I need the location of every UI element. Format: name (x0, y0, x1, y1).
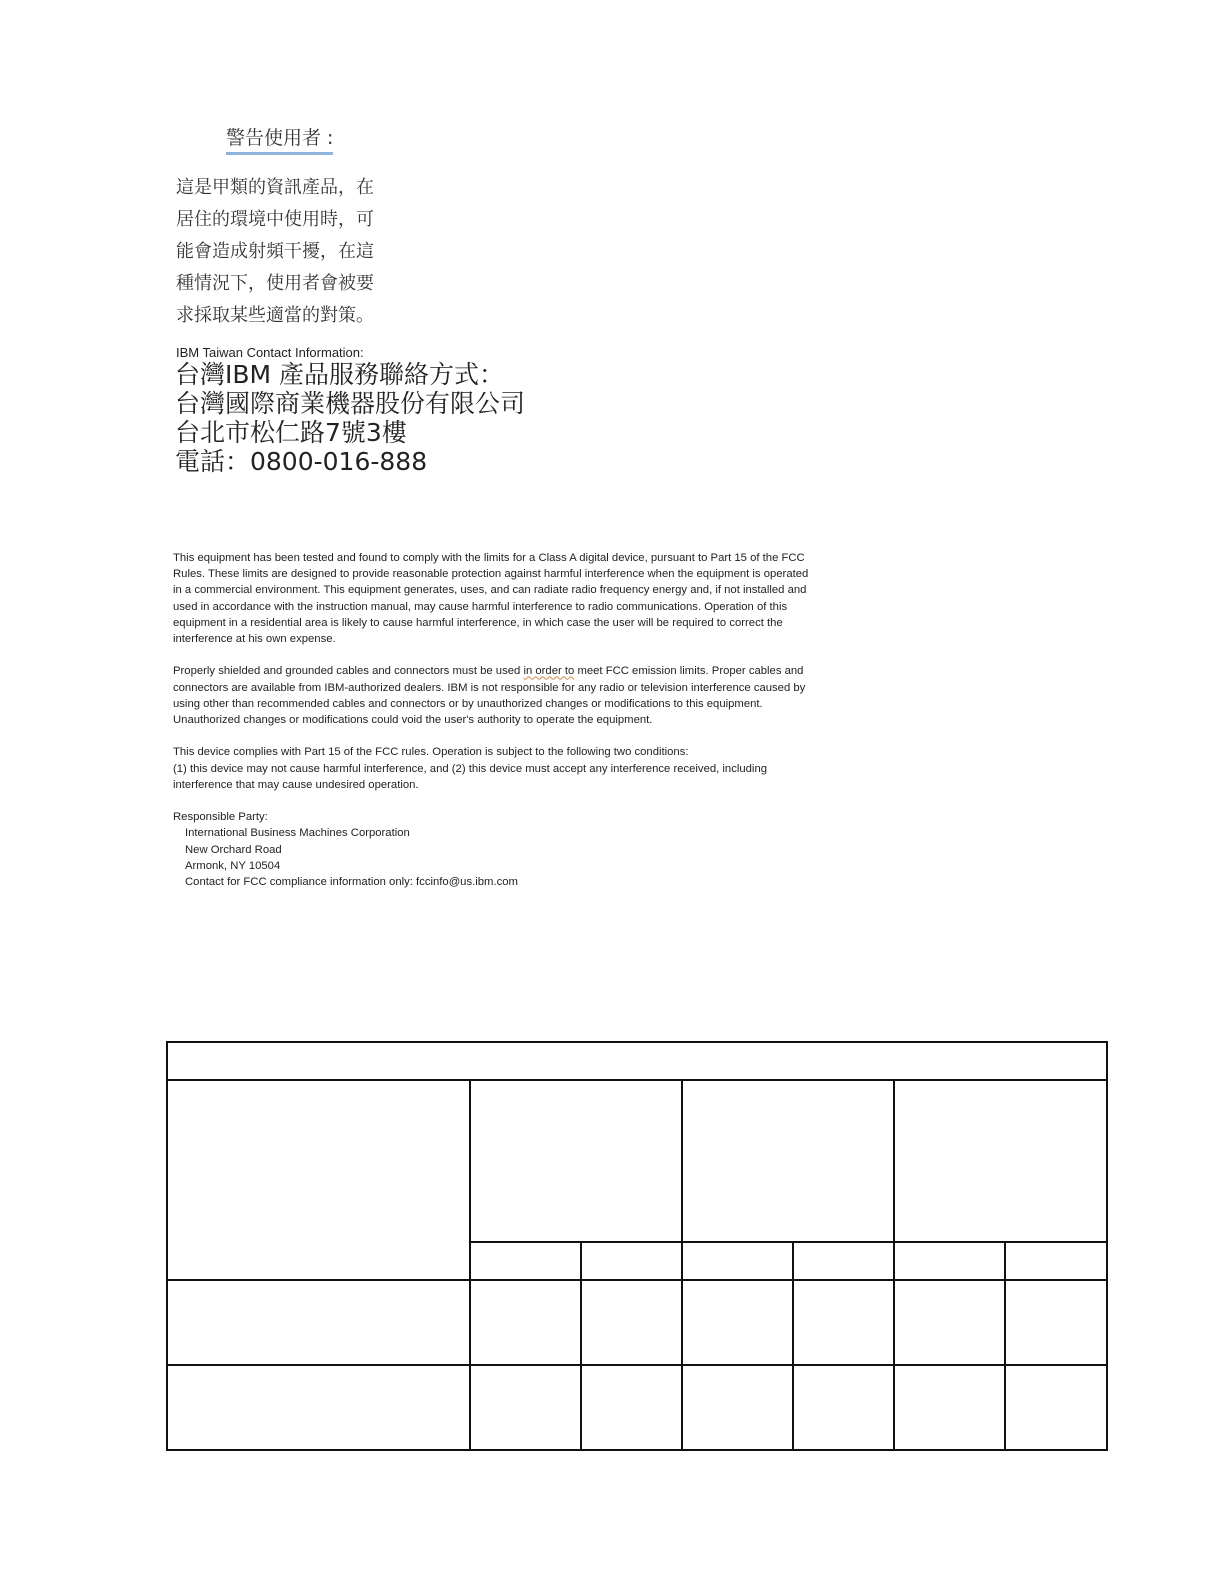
table-cell (470, 1365, 581, 1450)
table-cell (167, 1042, 1107, 1080)
table-header-row (167, 1042, 1107, 1080)
table-cell (894, 1080, 1107, 1242)
responsible-party-line: International Business Machines Corporation (185, 827, 410, 840)
responsible-party (173, 809, 813, 890)
table-cell (793, 1242, 894, 1280)
warning-line: 求採取某些適當的對策。 (176, 305, 374, 326)
contact-block (175, 360, 525, 476)
responsible-party-line: Armonk, NY 10504 (185, 859, 281, 872)
fcc-statement (173, 550, 813, 890)
warning-line: 這是甲類的資訊產品，在 (176, 177, 374, 198)
contact-line: 台灣國際商業機器股份有限公司 (175, 389, 526, 418)
fcc-paragraph-3-line-1: This device complies with Part 15 of the FCC rules. Operation is subject to the following two conditions: (173, 746, 689, 759)
table-row (167, 1280, 1107, 1365)
warning-line: 種情況下，使用者會被要 (176, 273, 374, 294)
table-cell (1005, 1365, 1107, 1450)
table-cell (894, 1280, 1005, 1365)
table-cell (682, 1080, 894, 1242)
table-cell (793, 1280, 894, 1365)
table-cell (1005, 1280, 1107, 1365)
warning-line: 能會造成射頻干擾，在這 (176, 241, 374, 262)
table-cell (682, 1242, 793, 1280)
table-cell (894, 1365, 1005, 1450)
table-cell (470, 1280, 581, 1365)
table-cell (581, 1365, 682, 1450)
table-cell (894, 1242, 1005, 1280)
warning-body (176, 172, 416, 332)
fcc-paragraph-3-line-2: (1) this device may not cause harmful interference, and (2) this device must accept any interference received, including interference that may cause undesired operation. (173, 762, 768, 791)
fcc-paragraph-3 (173, 744, 813, 793)
table-row (167, 1365, 1107, 1450)
fcc-paragraph-2-start: Properly shielded and grounded cables and connectors must be used (173, 665, 524, 678)
table-cell (167, 1365, 470, 1450)
fcc-paragraph-2-end: meet FCC emission limits. Proper cables and connectors are available from IBM-authorized dealers. IBM is not responsible for any radio or television interference caused by using other than recommended cables and connectors or by unauthorized changes or modifications to this equipment. Unauthorized changes or modifications could void the user's authority to operate the equipment. (173, 665, 806, 727)
table-cell (793, 1365, 894, 1450)
contact-line: 台灣IBM 產品服務聯絡方式： (175, 360, 505, 389)
fcc-paragraph-2 (173, 663, 813, 728)
empty-grid-table (166, 1041, 1108, 1451)
spellcheck-marked-text: in order to (523, 665, 575, 678)
warning-title: 警告使用者 : (226, 126, 333, 155)
table-row (167, 1080, 1107, 1242)
contact-line: 台北市松仁路7號3樓 (175, 418, 407, 447)
responsible-party-label: Responsible Party: (173, 811, 268, 824)
table-cell (470, 1242, 581, 1280)
contact-line: 電話：0800-016-888 (175, 447, 428, 476)
contact-heading: IBM Taiwan Contact Information: (176, 345, 364, 360)
table-cell (682, 1280, 793, 1365)
table-cell (1005, 1242, 1107, 1280)
table-cell (682, 1365, 793, 1450)
responsible-party-line: New Orchard Road (185, 843, 282, 856)
warning-line: 居住的環境中使用時，可 (176, 209, 374, 230)
table-cell (167, 1280, 470, 1365)
table-cell (581, 1280, 682, 1365)
table-cell (470, 1080, 682, 1242)
table-cell (581, 1242, 682, 1280)
table-cell (167, 1080, 470, 1280)
responsible-party-line: Contact for FCC compliance information only: fccinfo@us.ibm.com (185, 876, 518, 889)
fcc-paragraph-1: This equipment has been tested and found to comply with the limits for a Class A digital device, pursuant to Part 15 of the FCC Rules. These limits are designed to provide reasonable protection against harmful interference when the equipment is operated in a commercial environment. This equipment generates, uses, and can radiate radio frequency energy and, if not installed and used in accordance with the instruction manual, may cause harmful interference to radio communications. Operation of this equipment in a residential area is likely to cause harmful interference, in which case the user will be required to correct the interference at his own expense. (173, 552, 809, 646)
